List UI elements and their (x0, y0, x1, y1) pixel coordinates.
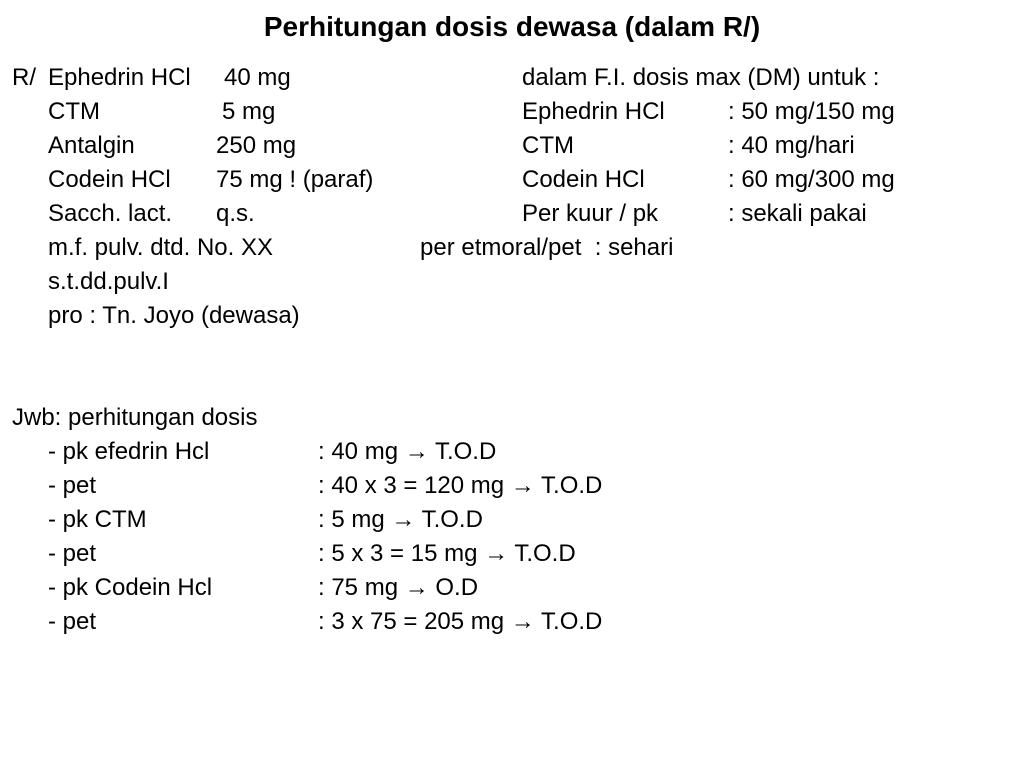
reference-value: : 50 mg/150 mg (728, 98, 895, 125)
recipe-item-name: Ephedrin HCl (48, 64, 191, 91)
recipe-item-dose: q.s. (216, 200, 255, 227)
reference-value: : sekali pakai (728, 200, 867, 227)
recipe-line: s.t.dd.pulv.I (48, 268, 169, 295)
page-title: Perhitungan dosis dewasa (dalam R/) (263, 11, 761, 42)
reference-label: Per kuur / pk (522, 200, 659, 227)
reference-label: CTM (522, 132, 574, 159)
recipe-item-dose: 250 mg (216, 132, 297, 159)
reference-value: : 40 mg/hari (728, 132, 855, 159)
answer-label: - pet (48, 540, 97, 567)
answer-value: : 3 x 75 = 205 mg → T.O.D (318, 608, 603, 635)
answer-label: - pk CTM (48, 506, 147, 533)
answer-label: - pet (48, 472, 97, 499)
answer-value: : 75 mg → O.D (318, 574, 479, 601)
answer-heading: Jwb: perhitungan dosis (12, 404, 258, 431)
reference-value: : 60 mg/300 mg (728, 166, 895, 193)
answer-label: - pet (48, 608, 97, 635)
recipe-item-name: Antalgin (48, 132, 135, 159)
recipe-item-name: CTM (48, 98, 100, 125)
reference-extra: per etmoral/pet : sehari (420, 234, 674, 261)
recipe-item-name: Codein HCl (48, 166, 171, 193)
recipe-item-dose: 40 mg (224, 64, 291, 91)
recipe-prefix: R/ (12, 64, 36, 91)
answer-label: - pk efedrin Hcl (48, 438, 210, 465)
reference-heading: dalam F.I. dosis max (DM) untuk : (522, 64, 880, 91)
recipe-line: m.f. pulv. dtd. No. XX (48, 234, 273, 261)
reference-label: Codein HCl (522, 166, 645, 193)
recipe-item-dose: 5 mg (222, 98, 276, 125)
answer-value: : 40 x 3 = 120 mg → T.O.D (318, 472, 603, 499)
answer-value: : 5 mg → T.O.D (318, 506, 483, 533)
answer-value: : 5 x 3 = 15 mg → T.O.D (318, 540, 576, 567)
answer-value: : 40 mg → T.O.D (318, 438, 497, 465)
recipe-line: pro : Tn. Joyo (dewasa) (48, 302, 300, 329)
recipe-item-name: Sacch. lact. (48, 200, 173, 227)
reference-label: Ephedrin HCl (522, 98, 665, 125)
recipe-item-dose: 75 mg ! (paraf) (216, 166, 374, 193)
answer-label: - pk Codein Hcl (48, 574, 213, 601)
